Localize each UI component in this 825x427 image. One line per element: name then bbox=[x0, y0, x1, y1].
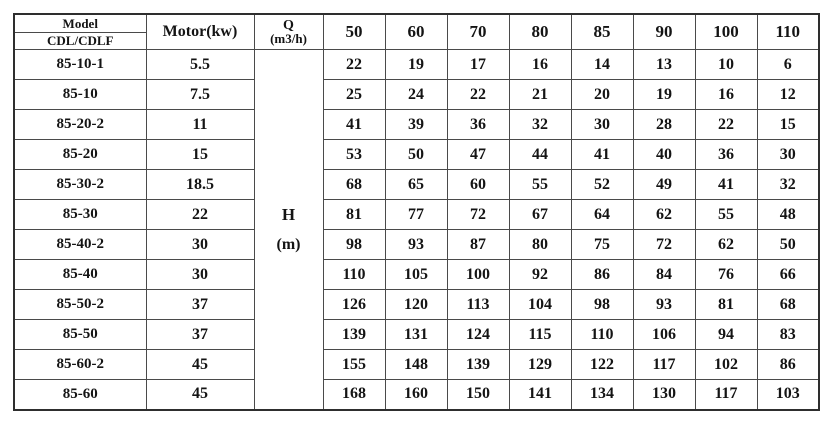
head-value: 150 bbox=[447, 380, 509, 410]
table-row bbox=[14, 50, 819, 80]
model-cell: 85-10 bbox=[14, 80, 146, 110]
head-value: 102 bbox=[695, 350, 757, 380]
head-value: 65 bbox=[385, 170, 447, 200]
head-value: 67 bbox=[509, 200, 571, 230]
head-value: 124 bbox=[447, 320, 509, 350]
head-value: 84 bbox=[633, 260, 695, 290]
head-value: 87 bbox=[447, 230, 509, 260]
motor-cell: 22 bbox=[146, 200, 254, 230]
motor-column-header: Motor(kw) bbox=[146, 14, 254, 50]
head-value: 117 bbox=[633, 350, 695, 380]
head-value: 20 bbox=[571, 80, 633, 110]
header-row bbox=[14, 14, 819, 50]
head-value: 139 bbox=[323, 320, 385, 350]
head-value: 15 bbox=[757, 110, 819, 140]
head-value: 19 bbox=[385, 50, 447, 80]
head-unit: (m) bbox=[276, 235, 301, 253]
head-value: 50 bbox=[385, 140, 447, 170]
head-value: 122 bbox=[571, 350, 633, 380]
head-value: 129 bbox=[509, 350, 571, 380]
head-value: 86 bbox=[571, 260, 633, 290]
motor-cell: 11 bbox=[146, 110, 254, 140]
head-value: 62 bbox=[633, 200, 695, 230]
head-value: 41 bbox=[571, 140, 633, 170]
head-value: 81 bbox=[695, 290, 757, 320]
model-cell: 85-60-2 bbox=[14, 350, 146, 380]
head-value: 75 bbox=[571, 230, 633, 260]
head-value: 103 bbox=[757, 380, 819, 410]
head-value: 93 bbox=[633, 290, 695, 320]
model-cell: 85-40-2 bbox=[14, 230, 146, 260]
flow-unit: (m3/h) bbox=[270, 31, 307, 46]
head-value: 113 bbox=[447, 290, 509, 320]
motor-cell: 30 bbox=[146, 230, 254, 260]
head-value: 50 bbox=[757, 230, 819, 260]
head-value: 68 bbox=[323, 170, 385, 200]
head-value: 36 bbox=[695, 140, 757, 170]
head-value: 80 bbox=[509, 230, 571, 260]
head-value: 104 bbox=[509, 290, 571, 320]
model-cell: 85-20 bbox=[14, 140, 146, 170]
head-value: 28 bbox=[633, 110, 695, 140]
head-value: 16 bbox=[695, 80, 757, 110]
head-value: 72 bbox=[447, 200, 509, 230]
model-cell: 85-50-2 bbox=[14, 290, 146, 320]
motor-cell: 45 bbox=[146, 380, 254, 410]
head-value: 44 bbox=[509, 140, 571, 170]
model-cell: 85-40 bbox=[14, 260, 146, 290]
head-value: 41 bbox=[695, 170, 757, 200]
flow-value-header: 50 bbox=[323, 14, 385, 50]
head-value: 100 bbox=[447, 260, 509, 290]
model-column-header bbox=[14, 14, 146, 50]
motor-cell: 18.5 bbox=[146, 170, 254, 200]
head-symbol: H bbox=[281, 204, 296, 224]
table-row bbox=[14, 290, 819, 320]
head-value: 94 bbox=[695, 320, 757, 350]
head-value: 17 bbox=[447, 50, 509, 80]
head-value: 77 bbox=[385, 200, 447, 230]
flow-value-header: 60 bbox=[385, 14, 447, 50]
head-value: 13 bbox=[633, 50, 695, 80]
head-value: 39 bbox=[385, 110, 447, 140]
head-value: 30 bbox=[757, 140, 819, 170]
head-value: 30 bbox=[571, 110, 633, 140]
head-value: 115 bbox=[509, 320, 571, 350]
head-value: 48 bbox=[757, 200, 819, 230]
head-value: 47 bbox=[447, 140, 509, 170]
head-value: 19 bbox=[633, 80, 695, 110]
head-unit-cell bbox=[254, 50, 323, 410]
head-value: 98 bbox=[323, 230, 385, 260]
head-value: 16 bbox=[509, 50, 571, 80]
motor-cell: 30 bbox=[146, 260, 254, 290]
head-value: 66 bbox=[757, 260, 819, 290]
head-value: 40 bbox=[633, 140, 695, 170]
head-value: 120 bbox=[385, 290, 447, 320]
flow-value-header: 100 bbox=[695, 14, 757, 50]
table-row bbox=[14, 110, 819, 140]
head-value: 117 bbox=[695, 380, 757, 410]
head-value: 72 bbox=[633, 230, 695, 260]
head-value: 141 bbox=[509, 380, 571, 410]
model-header-subtitle: CDL/CDLF bbox=[47, 33, 114, 48]
head-value: 86 bbox=[757, 350, 819, 380]
head-value: 22 bbox=[323, 50, 385, 80]
table-row bbox=[14, 80, 819, 110]
head-value: 92 bbox=[509, 260, 571, 290]
head-value: 126 bbox=[323, 290, 385, 320]
motor-cell: 15 bbox=[146, 140, 254, 170]
head-value: 106 bbox=[633, 320, 695, 350]
head-value: 93 bbox=[385, 230, 447, 260]
head-value: 32 bbox=[509, 110, 571, 140]
model-cell: 85-60 bbox=[14, 380, 146, 410]
head-value: 6 bbox=[757, 50, 819, 80]
head-value: 81 bbox=[323, 200, 385, 230]
model-cell: 85-50 bbox=[14, 320, 146, 350]
head-value: 10 bbox=[695, 50, 757, 80]
head-value: 14 bbox=[571, 50, 633, 80]
head-value: 139 bbox=[447, 350, 509, 380]
model-cell: 85-30-2 bbox=[14, 170, 146, 200]
head-value: 168 bbox=[323, 380, 385, 410]
head-value: 110 bbox=[323, 260, 385, 290]
motor-cell: 5.5 bbox=[146, 50, 254, 80]
table-row bbox=[14, 350, 819, 380]
head-value: 62 bbox=[695, 230, 757, 260]
table-row bbox=[14, 140, 819, 170]
head-value: 24 bbox=[385, 80, 447, 110]
flow-symbol: Q bbox=[283, 18, 294, 33]
model-header-title: Model bbox=[15, 15, 146, 33]
flow-value-header: 80 bbox=[509, 14, 571, 50]
head-value: 21 bbox=[509, 80, 571, 110]
table-row bbox=[14, 200, 819, 230]
head-value: 41 bbox=[323, 110, 385, 140]
flow-value-header: 70 bbox=[447, 14, 509, 50]
table-row bbox=[14, 170, 819, 200]
flow-column-header bbox=[254, 14, 323, 50]
model-cell: 85-30 bbox=[14, 200, 146, 230]
head-value: 22 bbox=[695, 110, 757, 140]
motor-cell: 45 bbox=[146, 350, 254, 380]
head-value: 25 bbox=[323, 80, 385, 110]
head-value: 134 bbox=[571, 380, 633, 410]
head-value: 83 bbox=[757, 320, 819, 350]
motor-cell: 7.5 bbox=[146, 80, 254, 110]
model-cell: 85-10-1 bbox=[14, 50, 146, 80]
flow-value-header: 110 bbox=[757, 14, 819, 50]
head-value: 52 bbox=[571, 170, 633, 200]
head-value: 130 bbox=[633, 380, 695, 410]
table-row bbox=[14, 230, 819, 260]
head-value: 148 bbox=[385, 350, 447, 380]
head-value: 49 bbox=[633, 170, 695, 200]
head-value: 36 bbox=[447, 110, 509, 140]
head-value: 160 bbox=[385, 380, 447, 410]
pump-performance-table bbox=[13, 13, 820, 411]
table-row bbox=[14, 380, 819, 410]
motor-cell: 37 bbox=[146, 290, 254, 320]
head-value: 105 bbox=[385, 260, 447, 290]
head-value: 60 bbox=[447, 170, 509, 200]
head-value: 76 bbox=[695, 260, 757, 290]
head-value: 64 bbox=[571, 200, 633, 230]
head-value: 55 bbox=[509, 170, 571, 200]
model-cell: 85-20-2 bbox=[14, 110, 146, 140]
flow-value-header: 85 bbox=[571, 14, 633, 50]
head-value: 12 bbox=[757, 80, 819, 110]
flow-value-header: 90 bbox=[633, 14, 695, 50]
head-value: 110 bbox=[571, 320, 633, 350]
head-value: 53 bbox=[323, 140, 385, 170]
head-value: 32 bbox=[757, 170, 819, 200]
head-value: 155 bbox=[323, 350, 385, 380]
head-value: 68 bbox=[757, 290, 819, 320]
head-value: 98 bbox=[571, 290, 633, 320]
table-row bbox=[14, 320, 819, 350]
head-value: 55 bbox=[695, 200, 757, 230]
motor-cell: 37 bbox=[146, 320, 254, 350]
head-value: 131 bbox=[385, 320, 447, 350]
table-row bbox=[14, 260, 819, 290]
head-value: 22 bbox=[447, 80, 509, 110]
